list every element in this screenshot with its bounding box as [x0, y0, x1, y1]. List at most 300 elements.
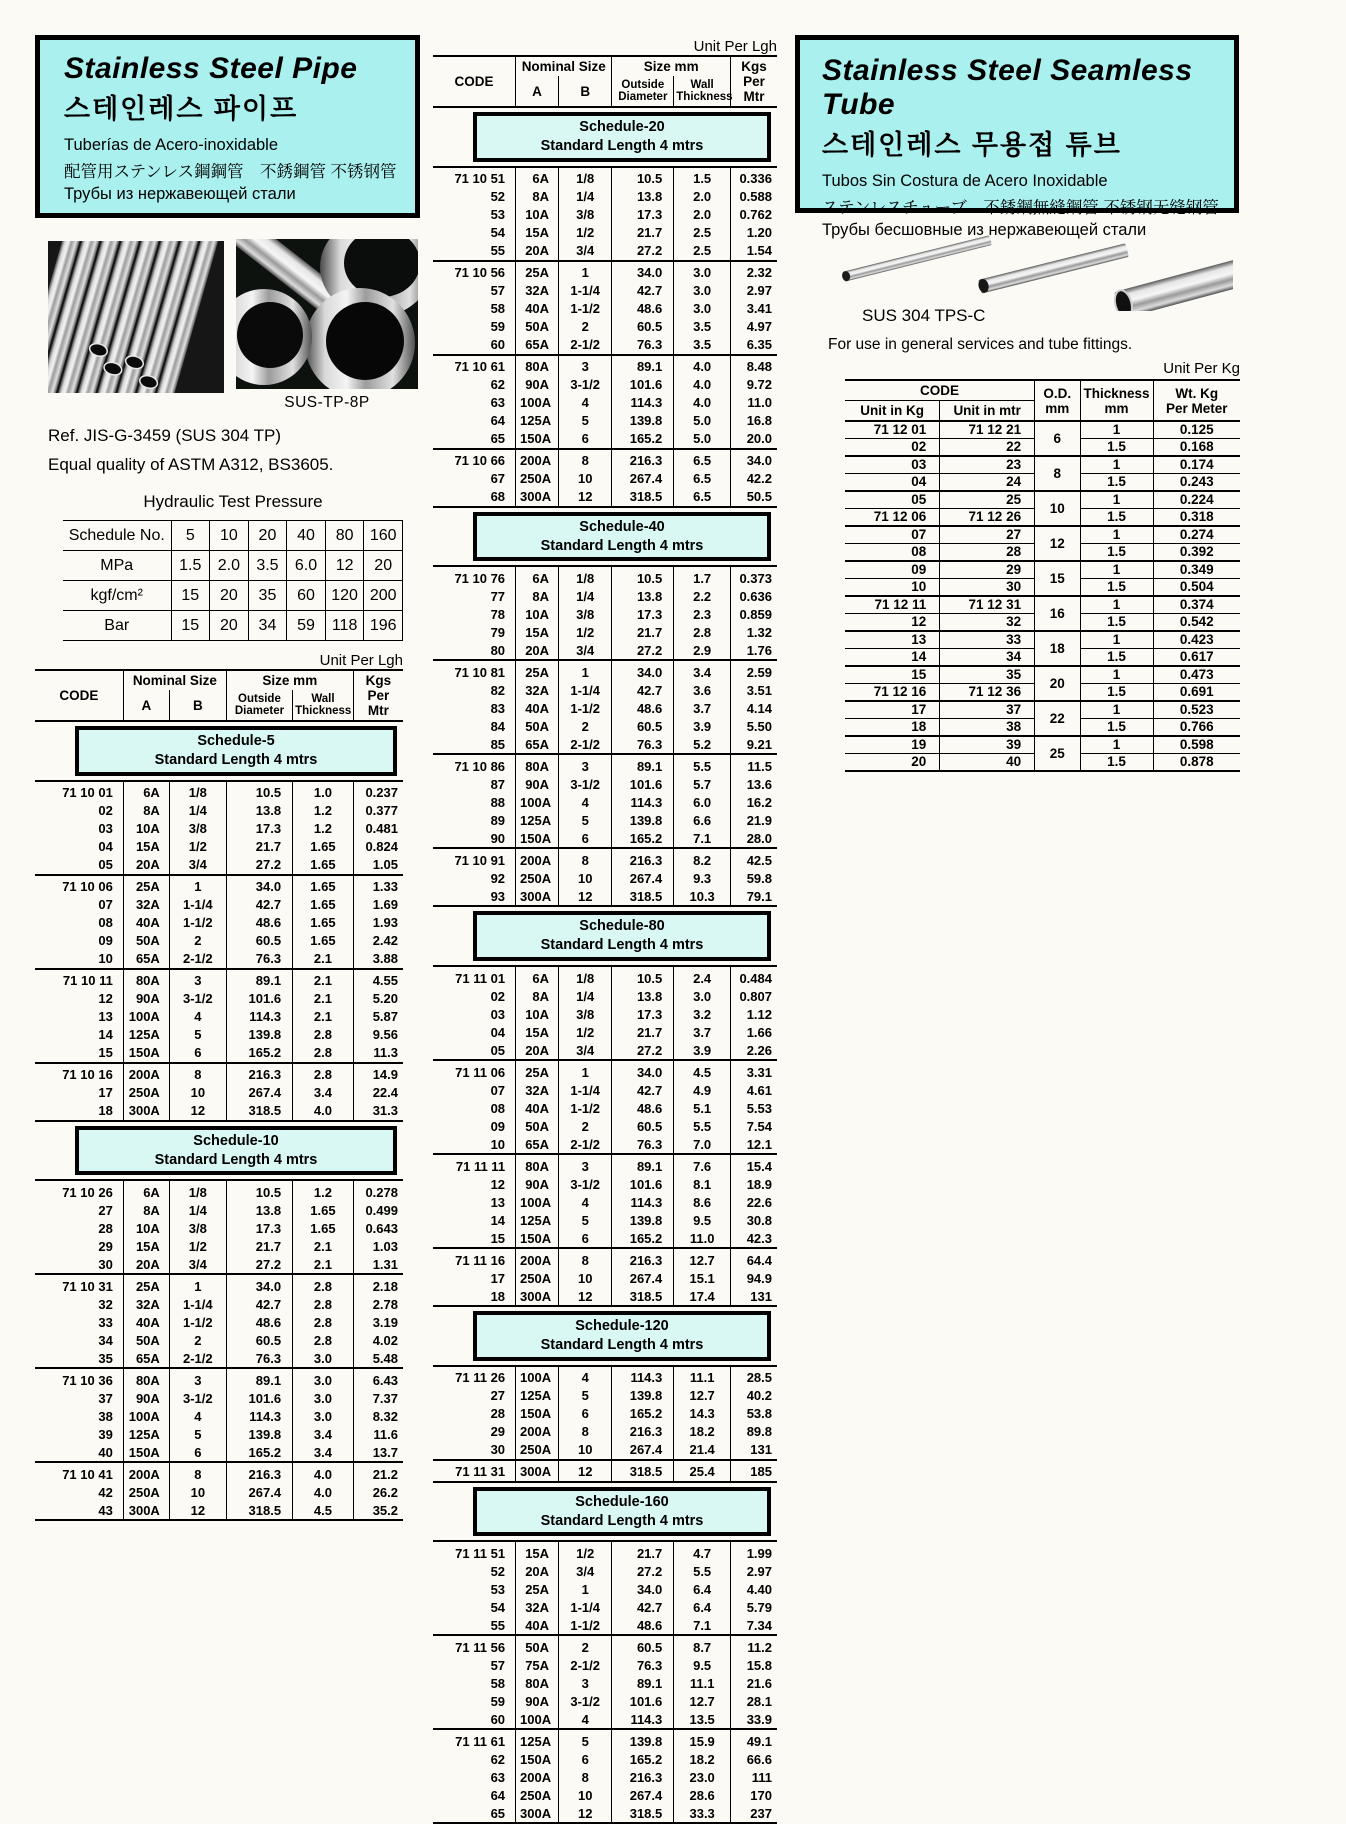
cell: 24 [940, 474, 1035, 492]
cell: 34 [98, 1332, 113, 1348]
cell: 3 [559, 1154, 612, 1175]
cell: 40.2 [731, 1387, 777, 1405]
cell [433, 1482, 777, 1542]
cell: 7.37 [353, 1389, 403, 1407]
cell: 27 [490, 1388, 506, 1404]
table-row [433, 566, 777, 587]
cell: 8 [169, 1063, 226, 1084]
cell: 90A [123, 990, 169, 1008]
cell: 10.5 [612, 966, 674, 987]
cell: 1-1/2 [559, 300, 612, 318]
cell: 250A [516, 1786, 559, 1804]
cell: 10A [516, 206, 559, 224]
cell: 2.26 [731, 1041, 777, 1060]
header-cell: Nominal Size [516, 56, 612, 76]
cell: 10 [1035, 491, 1080, 526]
cell: 89 [490, 812, 506, 828]
cell: 02 [490, 988, 506, 1004]
cell: 100A [516, 793, 559, 811]
cell: 32A [516, 1081, 559, 1099]
cell: 23 [940, 456, 1035, 474]
cell: 1/4 [169, 802, 226, 820]
table-row [35, 1462, 403, 1483]
cell: 3.88 [353, 950, 403, 969]
cell: 90A [123, 1389, 169, 1407]
cell: 114.3 [226, 1407, 292, 1425]
cell: 0.499 [353, 1201, 403, 1219]
cell: 267.4 [612, 869, 674, 887]
table-row [433, 987, 777, 1005]
cell: 1.2 [293, 1180, 354, 1201]
cell: 71 10 66 [433, 449, 516, 470]
cell: 12 [559, 1287, 612, 1306]
cell: 53 [490, 207, 506, 223]
cell: 0.636 [731, 587, 777, 605]
cell: 08 [845, 544, 940, 562]
cell: 13.8 [226, 1201, 292, 1219]
cell: 60 [287, 581, 326, 611]
cell: 6.43 [353, 1368, 403, 1389]
cell: 1.5 [1080, 684, 1153, 702]
cell: 9.5 [674, 1211, 731, 1229]
cell: 71 10 41 [35, 1462, 123, 1483]
table-row [433, 1248, 777, 1269]
table-row [433, 1804, 777, 1823]
cell: 2 [559, 717, 612, 735]
cell: 62 [490, 377, 506, 393]
cell: 34.0 [612, 660, 674, 681]
cell: 12 [98, 991, 113, 1007]
cell: 4.40 [731, 1580, 777, 1598]
cell: 1/4 [559, 188, 612, 206]
cell: 3.4 [293, 1425, 354, 1443]
cell: 1.12 [731, 1005, 777, 1023]
cell: 15.8 [731, 1656, 777, 1674]
cell: 6.5 [674, 488, 731, 507]
cell: 1/2 [559, 224, 612, 242]
cell: 100A [516, 394, 559, 412]
cell: 42.3 [731, 1229, 777, 1248]
cell: 1.69 [353, 896, 403, 914]
cell: 8A [516, 587, 559, 605]
cell: 0.878 [1153, 754, 1240, 772]
schedule-banner: Standard Length 4 mtrs [154, 751, 318, 768]
cell: 0.237 [353, 781, 403, 802]
cell: 07 [490, 1082, 506, 1098]
table-row [35, 670, 403, 690]
table-row [35, 969, 403, 990]
cell: 0.336 [731, 167, 777, 188]
cell: 101.6 [612, 775, 674, 793]
cell: 3/8 [559, 1005, 612, 1023]
table-head [845, 380, 1240, 421]
table [433, 55, 777, 1824]
cell: 2.1 [293, 990, 354, 1008]
cell: 2.32 [731, 261, 777, 282]
cell: 8.2 [674, 848, 731, 869]
cell: 9.5 [674, 1656, 731, 1674]
cell: 7.1 [674, 829, 731, 848]
cell: 139.8 [226, 1026, 292, 1044]
cell: 3/4 [169, 856, 226, 875]
cell: 5 [171, 521, 210, 551]
cell: 89.1 [612, 754, 674, 775]
cell: 34.0 [731, 449, 777, 470]
cell: 55 [490, 1617, 506, 1633]
table-row [433, 1154, 777, 1175]
cell: 65 [433, 1804, 516, 1823]
cell: 17 [845, 701, 940, 719]
cell: 1.65 [293, 896, 354, 914]
table-row [433, 376, 777, 394]
schedule-banner: Schedule-120 [575, 1318, 669, 1335]
cell: 1/4 [559, 587, 612, 605]
cell: 0.349 [1153, 561, 1240, 579]
cell: 2.2 [674, 587, 731, 605]
cell: 1.5 [1080, 474, 1153, 492]
table-row [433, 811, 777, 829]
cell: 3.51 [731, 681, 777, 699]
cell: 42.7 [612, 282, 674, 300]
cell: 160 [364, 521, 403, 551]
cell: 1.65 [293, 838, 354, 856]
cell: 3.41 [731, 300, 777, 318]
cell: 17 [490, 1270, 506, 1286]
cell: 12 [169, 1501, 226, 1520]
table-row [35, 802, 403, 820]
cell: 4 [169, 1008, 226, 1026]
cell: 6A [123, 1180, 169, 1201]
cell: 0.377 [353, 802, 403, 820]
cell: 6 [559, 430, 612, 449]
table-row [63, 551, 403, 581]
cell: 101.6 [612, 376, 674, 394]
table-head [433, 56, 777, 107]
cell: 300A [516, 488, 559, 507]
cell: 101.6 [226, 1389, 292, 1407]
table-row [35, 1274, 403, 1295]
cell: 5.53 [731, 1099, 777, 1117]
right-unit-label: Unit Per Kg [1163, 360, 1240, 377]
cell: 15.4 [731, 1154, 777, 1175]
cell: 1.0 [293, 781, 354, 802]
table-row [433, 848, 777, 869]
cell: 71 11 56 [433, 1635, 516, 1656]
cell: 34 [940, 649, 1035, 667]
table-row [35, 1407, 403, 1425]
tube-title-ko: 스테인레스 무용접 튜브 [822, 130, 1122, 160]
cell: 03 [845, 456, 940, 474]
cell: 0.859 [731, 605, 777, 623]
cell: 120 [325, 581, 364, 611]
cell: 4.97 [731, 318, 777, 336]
schedule-banner [75, 1126, 397, 1176]
cell: 40 [98, 1444, 113, 1460]
header-cell: Unit in Kg [845, 401, 940, 422]
table-row [433, 1005, 777, 1023]
table-row [433, 1562, 777, 1580]
cell: 88 [490, 794, 506, 810]
cell: 50A [516, 717, 559, 735]
cell: 17.4 [674, 1287, 731, 1306]
cell: 165.2 [612, 829, 674, 848]
cell: 200A [516, 1768, 559, 1786]
tube-subtitle-es: Tubos Sin Costura de Acero Inoxidable [822, 172, 1108, 190]
cell: 2-1/2 [559, 735, 612, 754]
cell: 2.97 [731, 282, 777, 300]
cell: 139.8 [612, 811, 674, 829]
table-row [433, 754, 777, 775]
cell: 3-1/2 [169, 1389, 226, 1407]
table-row [433, 587, 777, 605]
cell: 20A [516, 242, 559, 261]
cell: 200A [516, 1423, 559, 1441]
cell: 267.4 [612, 470, 674, 488]
table-row [63, 611, 403, 641]
table-row [845, 701, 1240, 719]
table-row [35, 1425, 403, 1443]
cell: 42.7 [226, 896, 292, 914]
cell: 34.0 [612, 261, 674, 282]
cell: 3.19 [353, 1313, 403, 1331]
cell: 1.7 [674, 566, 731, 587]
cell: 15A [516, 623, 559, 641]
table-row [35, 896, 403, 914]
cell: 2-1/2 [169, 950, 226, 969]
cell: 11.5 [731, 754, 777, 775]
cell: 3.4 [293, 1443, 354, 1462]
cell: 1.65 [293, 856, 354, 875]
cell: 4.55 [353, 969, 403, 990]
schedule-banner: Schedule-20 [579, 119, 665, 135]
table-row [433, 1099, 777, 1117]
cell: 50.5 [731, 488, 777, 507]
cell: 4 [559, 1366, 612, 1387]
header-cell: CODE [845, 380, 1035, 401]
cell: 04 [98, 839, 113, 855]
cell: 267.4 [612, 1441, 674, 1460]
cell: 139.8 [612, 412, 674, 430]
cell: 16.8 [731, 412, 777, 430]
pipe-subtitle-ru: Трубы из нержавеющей стали [64, 185, 296, 203]
table-row [35, 914, 403, 932]
header-cell: Wall Thickness [293, 690, 354, 721]
cell: 7.6 [674, 1154, 731, 1175]
cell: 59 [490, 1693, 506, 1709]
cell: 216.3 [226, 1462, 292, 1483]
cell: 1 [1080, 596, 1153, 614]
cell: 216.3 [612, 1423, 674, 1441]
cell: 27.2 [612, 641, 674, 660]
cell: 318.5 [612, 1460, 674, 1482]
table-row [433, 242, 777, 261]
cell: 85 [490, 736, 506, 752]
table-row [433, 1193, 777, 1211]
cell: 59.8 [731, 869, 777, 887]
cell: 6.5 [674, 449, 731, 470]
schedule-banner: Standard Length 4 mtrs [540, 537, 704, 554]
cell: 170 [731, 1786, 777, 1804]
cell: 21.7 [612, 1023, 674, 1041]
cell: 71 10 06 [35, 875, 123, 896]
tube-ends-photo [236, 239, 418, 389]
table-row [433, 699, 777, 717]
cell: 2-1/2 [559, 1135, 612, 1154]
cell: 57 [490, 283, 506, 299]
cell: 4 [559, 394, 612, 412]
cell: 10 [559, 470, 612, 488]
cell: 29 [98, 1238, 113, 1254]
cell: 114.3 [226, 1008, 292, 1026]
cell: 5.0 [674, 412, 731, 430]
cell: 12 [559, 488, 612, 507]
cell: 14 [845, 649, 940, 667]
cell: 25A [516, 261, 559, 282]
cell: 1 [169, 1274, 226, 1295]
cell: 02 [845, 439, 940, 457]
cell: 5.0 [674, 430, 731, 449]
cell: 0.168 [1153, 439, 1240, 457]
cell: 6 [1035, 421, 1080, 456]
cell: 32A [516, 282, 559, 300]
cell: 63 [490, 395, 506, 411]
table-row [35, 1389, 403, 1407]
cell: 250A [516, 869, 559, 887]
cell: 4.02 [353, 1331, 403, 1349]
table-row [35, 1102, 403, 1121]
cell: 5 [559, 1211, 612, 1229]
cell: 25A [516, 660, 559, 681]
cell: 7.34 [731, 1616, 777, 1635]
table-row [35, 856, 403, 875]
cell: 90A [516, 376, 559, 394]
cell: 2.1 [293, 969, 354, 990]
cell: 1 [1080, 526, 1153, 544]
cell: 1.33 [353, 875, 403, 896]
table-row [433, 887, 777, 906]
cell: 82 [490, 682, 506, 698]
cell: 90 [490, 830, 506, 846]
cell: 10.5 [226, 781, 292, 802]
cell: 3 [169, 969, 226, 990]
cell: 12.7 [674, 1248, 731, 1269]
cell: 150A [516, 829, 559, 848]
cell: 0.481 [353, 820, 403, 838]
cell: 131 [731, 1441, 777, 1460]
cell: MPa [63, 551, 171, 581]
cell: 76.3 [226, 1349, 292, 1368]
cell: 2.4 [674, 966, 731, 987]
cell: 5 [169, 1425, 226, 1443]
table-row [433, 300, 777, 318]
cell: 39 [98, 1426, 113, 1442]
cell: 20A [123, 856, 169, 875]
header-cell: Wall Thickness [674, 76, 731, 107]
header-cell: Kgs Per Mtr [731, 56, 777, 107]
cell: 1-1/2 [559, 1099, 612, 1117]
table-row [35, 1063, 403, 1084]
cell: 6A [516, 167, 559, 188]
table-row [433, 336, 777, 355]
table-row [433, 966, 777, 987]
table-row [433, 1598, 777, 1616]
ref-standard: Ref. JIS-G-3459 (SUS 304 TP) [48, 426, 282, 445]
cell: 114.3 [612, 793, 674, 811]
cell: 30 [98, 1256, 113, 1272]
cell: 165.2 [612, 1229, 674, 1248]
cell: 71 12 16 [845, 684, 940, 702]
cell: 28.6 [674, 1786, 731, 1804]
cell: 11.3 [353, 1044, 403, 1063]
table-row [433, 107, 777, 167]
cell: 11.0 [674, 1229, 731, 1248]
cell: 139.8 [612, 1387, 674, 1405]
cell: 80A [516, 355, 559, 376]
table-row [433, 206, 777, 224]
cell: 79.1 [731, 887, 777, 906]
cell: 78 [490, 606, 506, 622]
cell: 10 [559, 1441, 612, 1460]
cell: 6 [559, 829, 612, 848]
table-row [845, 526, 1240, 544]
cell: 0.504 [1153, 579, 1240, 597]
cell: 65A [516, 336, 559, 355]
pipe-header-box [35, 35, 420, 218]
cell: 71 10 01 [35, 781, 123, 802]
cell: 26.2 [353, 1483, 403, 1501]
cell: 1.5 [171, 551, 210, 581]
cell: 48.6 [612, 300, 674, 318]
cell: 10A [516, 1005, 559, 1023]
header-cell: Nominal Size [123, 670, 226, 690]
cell: 25.4 [674, 1460, 731, 1482]
cell: 3/4 [169, 1255, 226, 1274]
table-row [433, 1387, 777, 1405]
cell: 13.8 [612, 587, 674, 605]
cell: 4.0 [293, 1102, 354, 1121]
table-row [433, 623, 777, 641]
cell: 32A [516, 1598, 559, 1616]
table-row [63, 581, 403, 611]
table-head [35, 670, 403, 721]
cell: 3 [559, 754, 612, 775]
cell: 165.2 [612, 1750, 674, 1768]
cell: 300A [516, 887, 559, 906]
cell: 12 [559, 887, 612, 906]
cell: 11.1 [674, 1366, 731, 1387]
cell: 216.3 [612, 848, 674, 869]
seamless-tubes-image [828, 216, 1233, 311]
cell: 15 [845, 666, 940, 684]
cell: 5.5 [674, 1117, 731, 1135]
schedule-banner: Standard Length 4 mtrs [154, 1151, 318, 1168]
cell: 15A [516, 1023, 559, 1041]
table-row [63, 521, 403, 551]
cell: Schedule No. [63, 521, 171, 551]
cell: 8A [516, 188, 559, 206]
cell: 0.643 [353, 1219, 403, 1237]
cell: 2.42 [353, 932, 403, 950]
cell: 50A [516, 318, 559, 336]
cell: 3.4 [293, 1084, 354, 1102]
header-cell: Kgs Per Mtr [353, 670, 403, 721]
cell: 23.0 [674, 1768, 731, 1786]
cell: 71 11 11 [433, 1154, 516, 1175]
cell: 13.6 [731, 775, 777, 793]
cell: Bar [63, 611, 171, 641]
cell: 75A [516, 1656, 559, 1674]
cell: 7.1 [674, 1616, 731, 1635]
